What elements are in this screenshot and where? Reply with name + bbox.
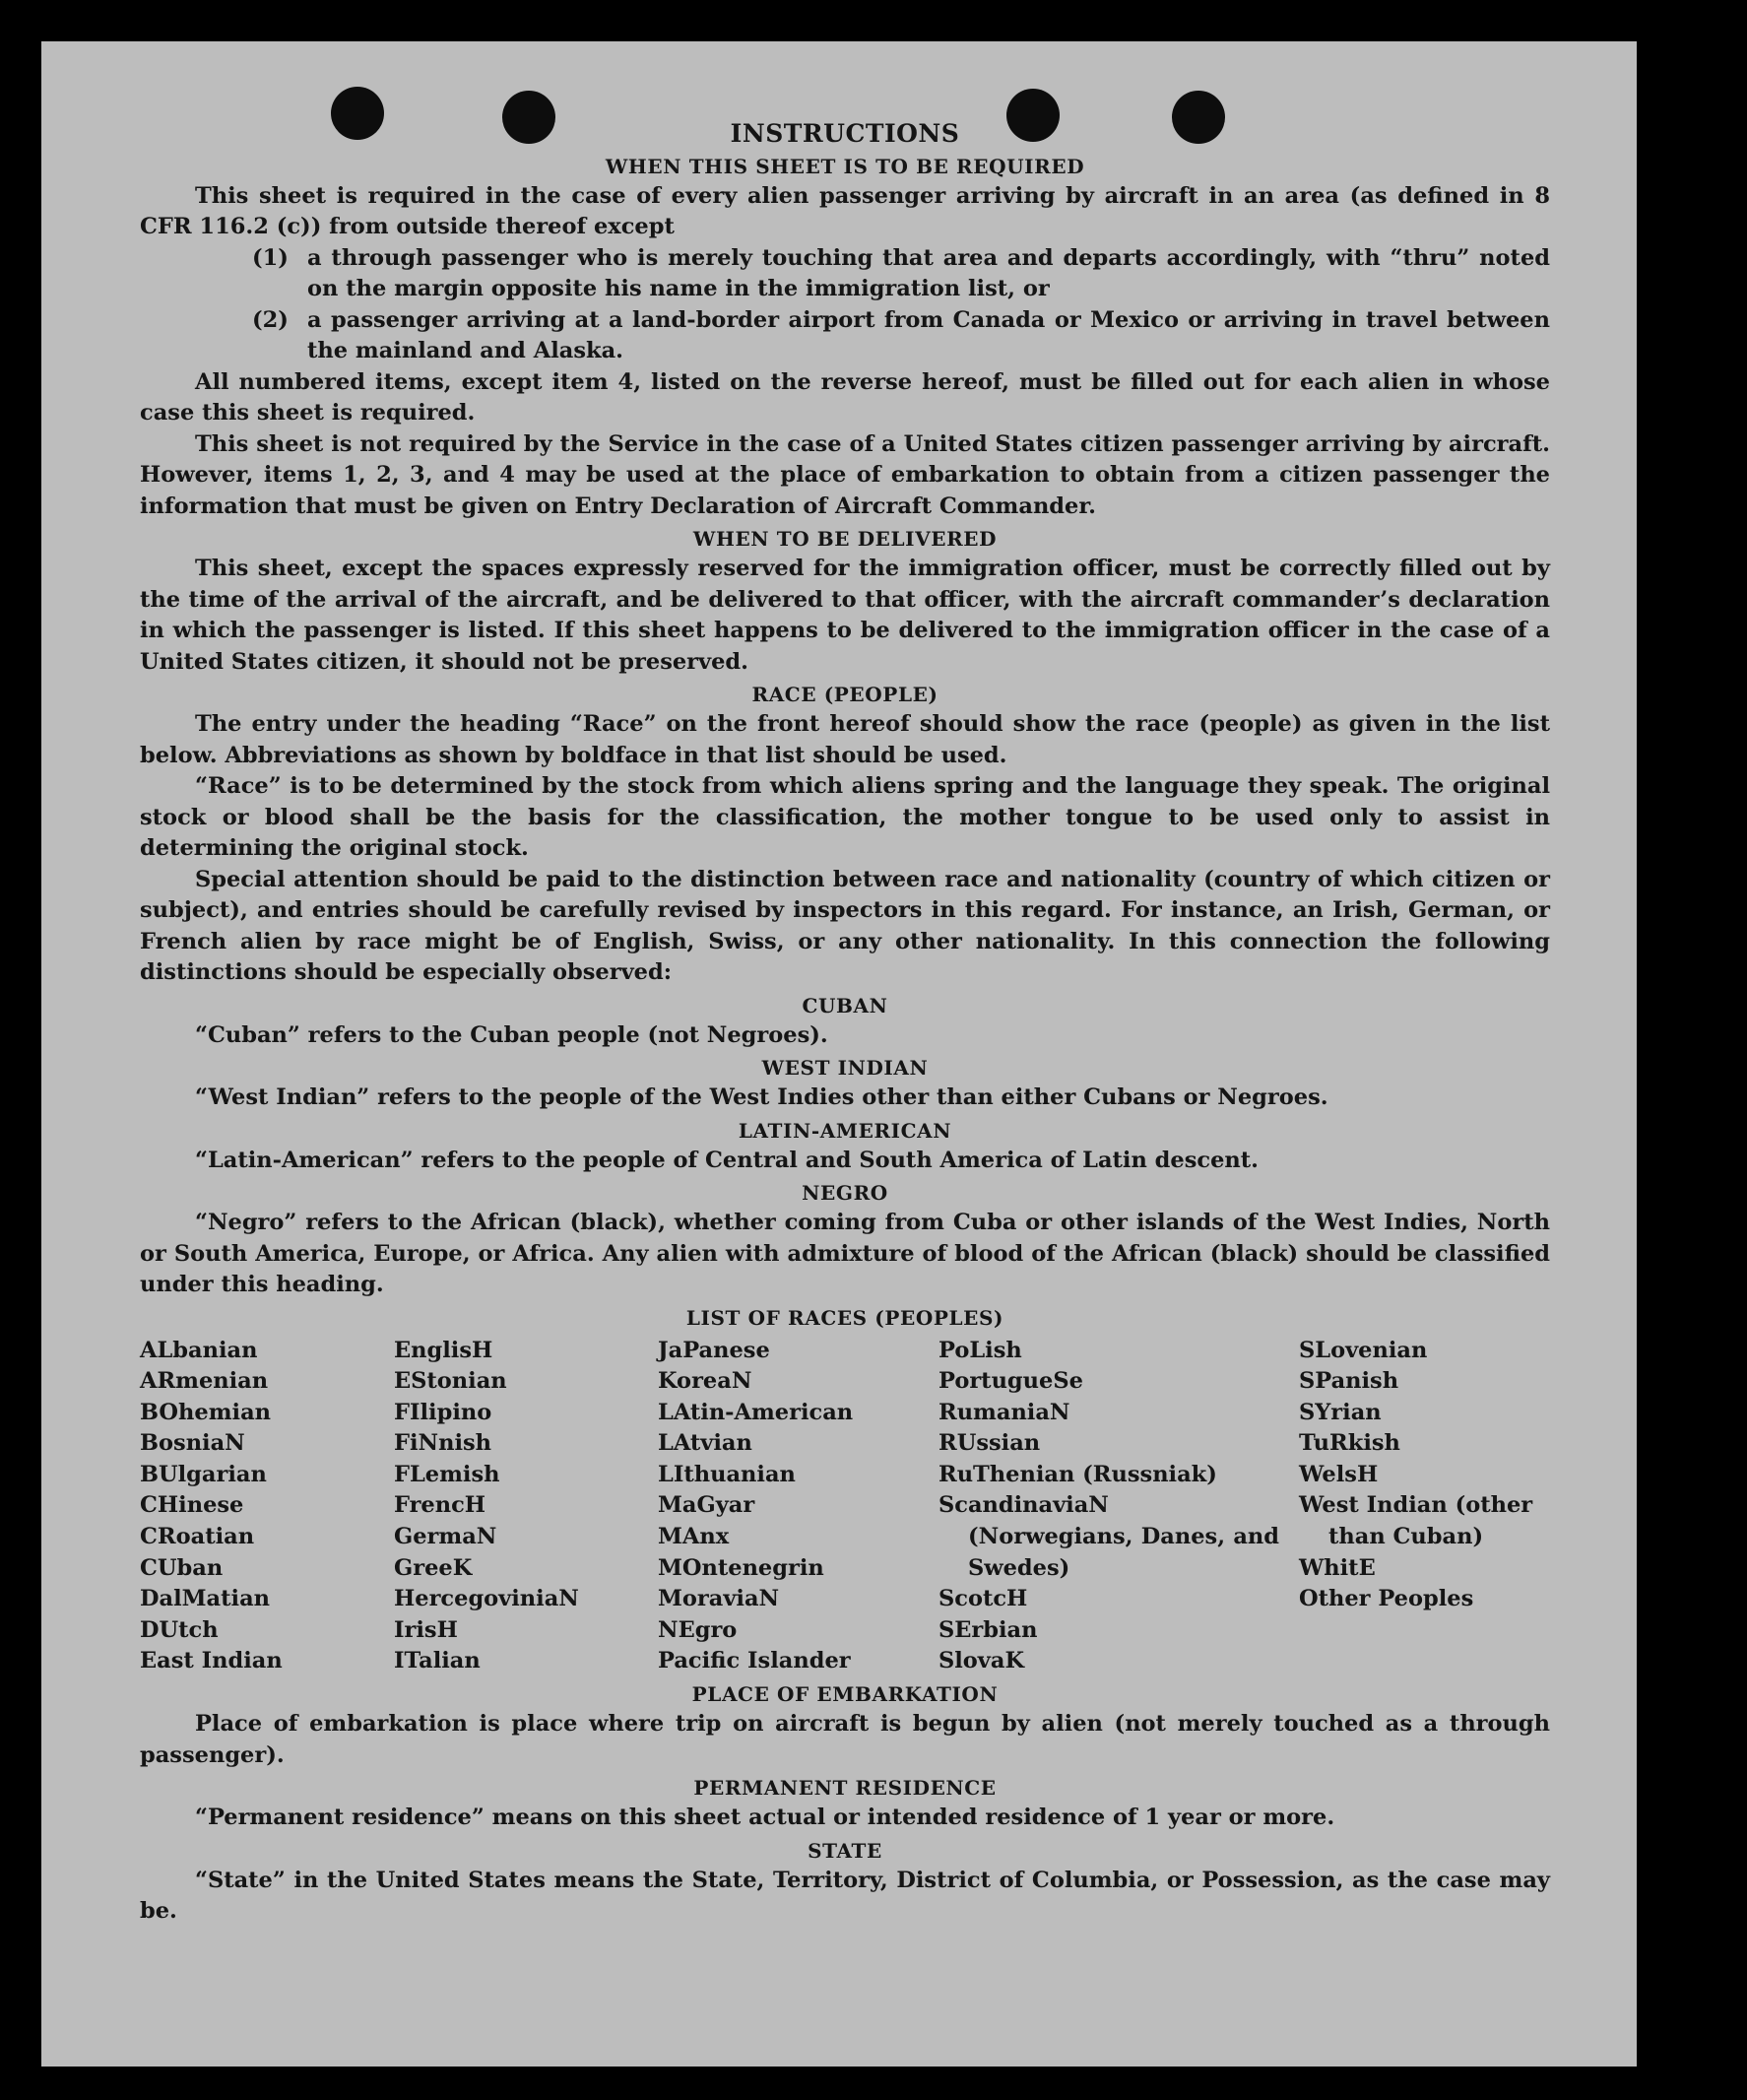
race-entry: SErbian	[938, 1616, 1038, 1643]
paragraph: All numbered items, except item 4, listed on the reverse hereof, must be filled out for each alien in whose case this sheet is required.	[140, 368, 1550, 426]
race-entry: IrisH	[394, 1616, 458, 1643]
race-entry: SLovenian	[1299, 1337, 1428, 1363]
item-text: a through passenger who is merely touching that area and departs accordingly, with “thru” noted on the margin opposite his name in the immigration list, or	[307, 244, 1550, 301]
paragraph: “Latin-American” refers to the people of Central and South America of Latin descent.	[195, 1147, 1259, 1173]
paragraph: This sheet is not required by the Service in the case of a United States citizen passenger arriving by aircraft. However, items 1, 2, 3, and 4 may be used at the place of embarkation to obtain from a citizen passenger the information that must be given on Entry Declaration of Aircraft Commander.	[140, 430, 1550, 519]
race-entry: FLemish	[394, 1461, 500, 1487]
race-entry: West Indian (other than Cuban)	[1299, 1492, 1533, 1550]
race-entry: JaPanese	[658, 1337, 770, 1363]
paragraph: Place of embarkation is place where trip on aircraft is begun by alien (not merely touched as a through passenger).	[140, 1711, 1550, 1768]
race-entry: FIlipino	[394, 1399, 492, 1425]
race-entry: MoraviaN	[658, 1586, 780, 1612]
race-entry: MaGyar	[658, 1492, 755, 1519]
paragraph: “Race” is to be determined by the stock from which aliens spring and the language they speak. The original stock or blood shall be the basis for the classification, the mother tongue to be used only to assist in determining the original stock.	[140, 773, 1550, 861]
race-entry: BOhemian	[140, 1399, 272, 1425]
paragraph: This sheet, except the spaces expressly reserved for the immigration officer, must be correctly filled out by the time of the arrival of the aircraft, and be delivered to that officer, with the aircraft commander’s declaration in which the passenger is listed. If this sheet happens to be delivered to the immigration officer in the case of a United States citizen, it should not be preserved.	[140, 556, 1550, 675]
section-heading: WHEN TO BE DELIVERED	[692, 527, 998, 551]
race-entry: TuRkish	[1299, 1430, 1400, 1457]
numbered-item	[140, 243, 1550, 305]
race-entry: SPanish	[1299, 1368, 1399, 1395]
race-entry: EStonian	[394, 1368, 507, 1395]
section-heading: STATE	[808, 1838, 882, 1863]
race-entry: CUban	[140, 1554, 224, 1581]
item-number: (2)	[252, 306, 289, 333]
race-entry: GreeK	[394, 1554, 473, 1581]
race-entry: LAtvian	[658, 1430, 752, 1457]
paragraph: The entry under the heading “Race” on the front hereof should show the race (people) as given in the list below. Abbreviations as shown by boldface in that list should be used.	[140, 711, 1550, 768]
section-heading: PLACE OF EMBARKATION	[691, 1682, 999, 1707]
race-entry: BUlgarian	[140, 1461, 267, 1487]
race-entry: ScandinaviaN (Norwegians, Danes, and Swedes)	[938, 1492, 1279, 1581]
race-entry: NEgro	[658, 1616, 738, 1643]
section-heading: WEST INDIAN	[761, 1056, 929, 1080]
races-column	[938, 1336, 1299, 1678]
paragraph: “West Indian” refers to the people of the West Indies other than either Cubans or Negroes.	[195, 1084, 1328, 1110]
races-list	[140, 1336, 1550, 1678]
race-entry: RumaniaN	[938, 1399, 1070, 1425]
race-entry: SYrian	[1299, 1399, 1382, 1425]
race-entry: ScotcH	[938, 1586, 1028, 1612]
item-text: a passenger arriving at a land-border airport from Canada or Mexico or arriving in travel between the mainland and Alaska.	[307, 306, 1550, 363]
race-entry: ARmenian	[140, 1368, 269, 1395]
race-entry: DalMatian	[140, 1586, 271, 1612]
section-heading: WHEN THIS SHEET IS TO BE REQUIRED	[605, 154, 1085, 178]
races-column	[658, 1336, 938, 1678]
race-entry: DUtch	[140, 1616, 219, 1643]
paragraph: This sheet is required in the case of every alien passenger arriving by aircraft in an area (as defined in 8 CFR 116.2 (c)) from outside thereof except	[140, 182, 1550, 239]
race-entry: RuThenian (Russniak)	[938, 1461, 1217, 1487]
race-entry: ITalian	[394, 1648, 481, 1674]
section-heading: LIST OF RACES (PEOPLES)	[685, 1305, 1004, 1330]
paragraph: “Cuban” refers to the Cuban people (not Negroes).	[195, 1021, 828, 1048]
numbered-item	[140, 305, 1550, 367]
races-column	[140, 1336, 394, 1678]
paragraph: “State” in the United States means the State, Territory, District of Columbia, or Possession, as the case may be.	[140, 1867, 1550, 1925]
section-heading: CUBAN	[802, 993, 888, 1017]
race-entry: LIthuanian	[658, 1461, 796, 1487]
race-entry: FiNnish	[394, 1430, 492, 1457]
race-entry: KoreaN	[658, 1368, 752, 1395]
race-entry: East Indian	[140, 1648, 283, 1674]
race-entry: CRoatian	[140, 1524, 255, 1550]
race-entry: FrencH	[394, 1492, 486, 1519]
race-entry: HercegoviniaN	[394, 1586, 579, 1612]
race-entry: Other Peoples	[1299, 1586, 1474, 1612]
race-entry: SlovaK	[938, 1648, 1025, 1674]
section-heading: PERMANENT RESIDENCE	[693, 1776, 997, 1801]
races-column	[394, 1336, 658, 1678]
race-entry: ALbanian	[140, 1337, 258, 1363]
race-entry: WhitE	[1299, 1554, 1376, 1581]
document-sheet	[41, 41, 1637, 2067]
paragraph: “Negro” refers to the African (black), whether coming from Cuba or other islands of the West Indies, North or South America, Europe, or Africa. Any alien with admixture of blood of the African (black) should be classified under this heading.	[140, 1210, 1550, 1297]
paragraph: Special attention should be paid to the distinction between race and nationality (country of which citizen or subject), and entries should be carefully revised by inspectors in this regard. For instance, an Irish, German, or French alien by race might be of English, Swiss, or any other nationality. In this connection the following distinctions should be especially observed:	[140, 866, 1550, 985]
race-entry: PortugueSe	[938, 1368, 1083, 1395]
race-entry: BosniaN	[140, 1430, 245, 1457]
instructions-content	[140, 118, 1550, 1928]
race-entry: PoLish	[938, 1337, 1022, 1363]
race-entry: CHinese	[140, 1492, 244, 1519]
page-title: INSTRUCTIONS	[730, 119, 960, 148]
race-entry: EnglisH	[394, 1337, 493, 1363]
paragraph: “Permanent residence” means on this sheet actual or intended residence of 1 year or more.	[195, 1805, 1335, 1831]
item-number: (1)	[252, 244, 289, 271]
race-entry: MAnx	[658, 1524, 730, 1550]
race-entry: GermaN	[394, 1524, 497, 1550]
races-column	[1299, 1336, 1550, 1678]
race-entry: Pacific Islander	[658, 1648, 851, 1674]
race-entry: LAtin-American	[658, 1399, 854, 1425]
section-heading: NEGRO	[802, 1181, 888, 1205]
race-entry: MOntenegrin	[658, 1554, 824, 1581]
section-heading: LATIN-AMERICAN	[738, 1118, 952, 1143]
section-heading: RACE (PEOPLE)	[751, 683, 938, 706]
race-entry: RUssian	[938, 1430, 1041, 1457]
race-entry: WelsH	[1299, 1461, 1379, 1487]
